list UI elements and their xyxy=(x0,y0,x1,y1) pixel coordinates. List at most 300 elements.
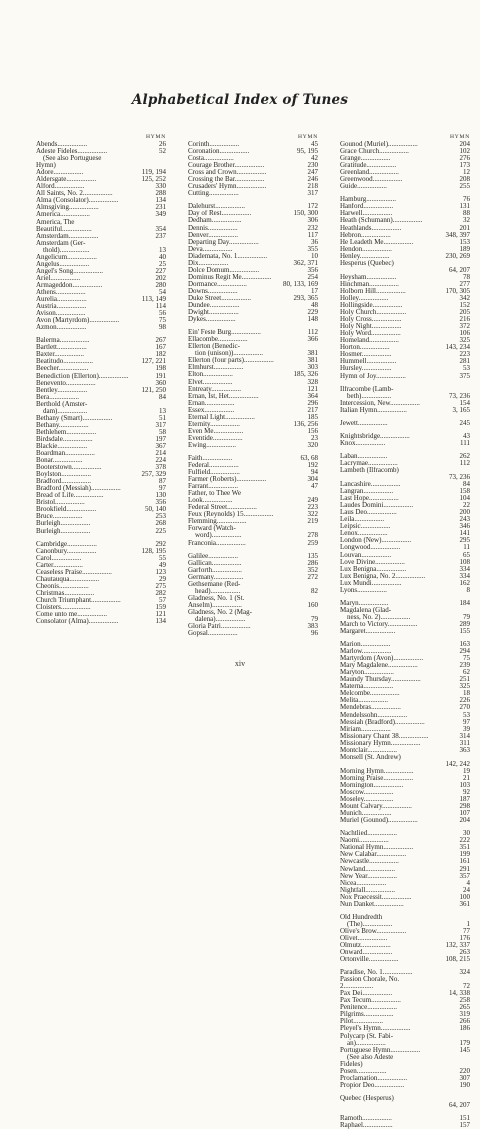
tune-name: Cross and Crown................. xyxy=(188,169,267,177)
index-entry xyxy=(36,422,166,429)
index-entry xyxy=(188,504,318,511)
hymn-number: 272 xyxy=(307,573,318,581)
index-entry xyxy=(340,309,470,316)
index-entry xyxy=(188,225,318,232)
index-entry xyxy=(340,1075,470,1082)
hymn-number: 64, 207 xyxy=(449,1101,470,1109)
index-entry xyxy=(340,726,470,733)
index-entry xyxy=(36,597,166,604)
hymn-number: 51 xyxy=(159,414,166,422)
tune-name: Almsgiving................. xyxy=(36,204,99,212)
index-entry xyxy=(340,754,470,761)
index-entry xyxy=(36,408,166,415)
tune-name: Crossing the Bar................. xyxy=(188,176,265,184)
index-entry xyxy=(36,317,166,324)
hymn-number: 182 xyxy=(155,351,166,359)
index-entry xyxy=(340,302,470,309)
index-entry xyxy=(36,576,166,583)
index-entry xyxy=(36,583,166,590)
tune-name: Leipsic................. xyxy=(340,523,391,531)
tune-name: Come unto me................. xyxy=(36,611,107,619)
hymn-number: 277 xyxy=(459,280,470,288)
tune-name: Dykes................. xyxy=(188,316,236,324)
tune-name: Lambeth (Ilfracomb) xyxy=(340,466,399,474)
page-number: xiv xyxy=(234,659,246,668)
index-entry xyxy=(340,523,470,530)
index-entry xyxy=(36,478,166,485)
index-entry xyxy=(36,358,166,365)
tune-name: (See also Adeste xyxy=(347,1053,394,1061)
hymn-number: 356 xyxy=(307,266,318,274)
hymn-number: 282 xyxy=(155,589,166,597)
tune-name: Brookfield................. xyxy=(36,506,97,514)
hymn-number: 361 xyxy=(459,900,470,908)
tune-name: New Calabar................. xyxy=(340,851,407,859)
hymn-number: 142, 242 xyxy=(445,760,470,768)
tune-name: Old Hundredth xyxy=(340,913,383,921)
hymn-number: 87 xyxy=(159,478,166,486)
tune-name: America, The xyxy=(36,218,75,226)
index-entry xyxy=(188,497,318,504)
hymn-number: 254 xyxy=(307,273,318,281)
index-entry xyxy=(340,648,470,655)
hymn-number: 375 xyxy=(459,372,470,380)
index-entry xyxy=(188,210,318,217)
index-entry xyxy=(340,1047,470,1054)
tune-name: March to Victory................. xyxy=(340,620,418,628)
tune-name: America................. xyxy=(36,211,90,219)
index-entry xyxy=(188,239,318,246)
index-entry xyxy=(36,148,166,155)
hymn-number: 223 xyxy=(307,504,318,512)
index-entry xyxy=(340,683,470,690)
hymn-number: 40 xyxy=(159,253,166,261)
hymn-number: 189 xyxy=(459,245,470,253)
index-entry xyxy=(340,176,470,183)
index-entry xyxy=(340,935,470,942)
tune-name: Gladness, No. 2 (Mag- xyxy=(188,608,252,616)
index-entry xyxy=(340,803,470,810)
tune-name: Entreaty................. xyxy=(188,385,242,393)
index-entry xyxy=(36,471,166,478)
index-entry xyxy=(188,616,318,623)
index-entry xyxy=(36,211,166,218)
hymn-number: 94 xyxy=(311,469,318,477)
tune-name: Aurelia................. xyxy=(36,296,87,304)
hymn-number: 198 xyxy=(155,365,166,373)
index-entry xyxy=(340,1082,470,1089)
tune-name: Aldersgate................. xyxy=(36,176,97,184)
tune-name: Portuguese Hymn................. xyxy=(340,1046,421,1054)
index-entry xyxy=(188,183,318,190)
index-entry xyxy=(36,190,166,197)
tune-name: New Year................. xyxy=(340,872,397,880)
hymn-number: 111 xyxy=(460,439,470,447)
hymn-number: 281 xyxy=(459,358,470,366)
index-entry xyxy=(340,386,470,393)
index-entry xyxy=(188,246,318,253)
hymn-number: 185, 326 xyxy=(293,371,318,379)
tune-name: Missionary Chant 38................. xyxy=(340,732,429,740)
tune-name: Quebec (Hesperus) xyxy=(340,1094,394,1102)
hymn-number: 145 xyxy=(459,1046,470,1054)
index-entry xyxy=(36,506,166,513)
index-entry xyxy=(188,393,318,400)
tune-name: Denver................. xyxy=(188,231,238,239)
index-entry xyxy=(188,203,318,210)
index-entry xyxy=(340,203,470,210)
tune-name: All Saints, No. 2................. xyxy=(36,190,113,198)
tune-name: Hollingside................. xyxy=(340,302,403,310)
index-entry xyxy=(340,621,470,628)
tune-name: head)................. xyxy=(195,587,241,595)
tune-name: Federal Street................. xyxy=(188,504,257,512)
tune-name: Heathlands................. xyxy=(340,224,402,232)
tune-name: thold)................. xyxy=(43,246,90,254)
tune-name: Flemming................. xyxy=(188,518,247,526)
hymn-number: 179 xyxy=(459,1039,470,1047)
hymn-number: 293, 365 xyxy=(293,294,318,302)
index-entry xyxy=(36,162,166,169)
index-entry xyxy=(340,400,470,407)
index-entry xyxy=(36,436,166,443)
tune-name: Amsterdam................. xyxy=(36,232,99,240)
tune-name: Last Hope................. xyxy=(340,495,399,503)
index-entry xyxy=(340,858,470,865)
index-entry xyxy=(340,641,470,648)
index-entry xyxy=(36,337,166,344)
index-entry xyxy=(36,457,166,464)
index-entry xyxy=(36,513,166,520)
hymn-number: 176 xyxy=(459,934,470,942)
index-entry xyxy=(340,373,470,380)
tune-name: Gladness, No. 1 (St. xyxy=(188,594,245,602)
hymn-number: 253 xyxy=(155,513,166,521)
index-entry xyxy=(340,288,470,295)
index-entry xyxy=(188,553,318,560)
index-entry xyxy=(340,337,470,344)
hymn-column-header: HYMN xyxy=(449,134,470,140)
hymn-number: 106 xyxy=(459,330,470,338)
index-entry xyxy=(340,1054,470,1061)
index-entry xyxy=(340,810,470,817)
index-entry xyxy=(340,330,470,337)
index-entry xyxy=(188,476,318,483)
index-entry xyxy=(340,253,470,260)
index-entry xyxy=(36,254,166,261)
index-entry xyxy=(340,196,470,203)
hymn-number: 231 xyxy=(155,204,166,212)
index-entry xyxy=(340,537,470,544)
tune-name: Laus Deo................. xyxy=(340,509,397,517)
index-entry xyxy=(340,1018,470,1025)
index-entry xyxy=(188,623,318,630)
hymn-number: 107 xyxy=(459,810,470,818)
index-entry xyxy=(188,148,318,155)
tune-name: Adeste Fideles................. xyxy=(36,148,108,156)
tune-name: Newland................. xyxy=(340,865,396,873)
hymn-number: 314 xyxy=(459,732,470,740)
hymn-number: 113, 149 xyxy=(141,296,166,304)
tune-name: Duke Street................. xyxy=(188,294,251,302)
tune-name: Bonar................. xyxy=(36,457,83,465)
hymn-number: 303 xyxy=(307,364,318,372)
hymn-number: 232 xyxy=(307,224,318,232)
tune-name: Beecher................. xyxy=(36,365,89,373)
hymn-number: 186 xyxy=(459,1025,470,1033)
index-entry xyxy=(36,528,166,535)
hymn-number: 39 xyxy=(463,725,470,733)
tune-name: Beautiful................. xyxy=(36,225,92,233)
tune-name: Monsell (St. Andrew) xyxy=(340,753,401,761)
tune-name: Elvet................. xyxy=(188,378,233,386)
index-entry xyxy=(36,176,166,183)
hymn-number: 255 xyxy=(459,183,470,191)
hymn-number: 187 xyxy=(459,796,470,804)
index-entry xyxy=(340,851,470,858)
tune-name: Melita................. xyxy=(340,697,389,705)
hymn-number: 155 xyxy=(459,628,470,635)
hymn-number: 23 xyxy=(311,434,318,442)
hymn-number: 317 xyxy=(155,421,166,429)
index-entry xyxy=(340,155,470,162)
index-entry xyxy=(36,562,166,569)
tune-name: Alford................. xyxy=(36,183,85,191)
hymn-number: 224 xyxy=(155,457,166,465)
index-entry xyxy=(340,983,470,990)
tune-name: Balerma................. xyxy=(36,337,90,345)
hymn-number: 84 xyxy=(159,393,166,401)
hymn-number: 226 xyxy=(459,697,470,705)
hymn-number: 127, 221 xyxy=(141,358,166,366)
hymn-number: 364 xyxy=(307,392,318,400)
hymn-number: 92 xyxy=(463,789,470,797)
tune-name: Forward (Watch- xyxy=(188,525,236,533)
index-entry xyxy=(340,225,470,232)
hymn-number: 125, 252 xyxy=(141,176,166,184)
hymn-number: 53 xyxy=(463,365,470,373)
index-entry xyxy=(36,394,166,401)
hymn-number: 128, 195 xyxy=(141,547,166,555)
index-entry xyxy=(188,511,318,518)
index-entry xyxy=(36,555,166,562)
tune-name: beth)................. xyxy=(347,392,392,400)
index-entry xyxy=(188,490,318,497)
tune-name: Austria................. xyxy=(36,303,87,311)
index-entry xyxy=(36,169,166,176)
tune-name: Harwell................. xyxy=(340,210,393,218)
hymn-number: 298 xyxy=(459,803,470,811)
hymn-number: 48 xyxy=(311,302,318,310)
tune-name: Magdalena (Glad- xyxy=(340,606,392,614)
hymn-number: 75 xyxy=(159,317,166,325)
index-entry xyxy=(188,602,318,609)
tune-name: Louvan................. xyxy=(340,551,392,559)
index-entry xyxy=(340,1068,470,1075)
tune-name: Melcombe................. xyxy=(340,690,400,698)
index-entry xyxy=(340,697,470,704)
hymn-number: 220 xyxy=(459,1067,470,1075)
tune-name: Berthold (Amster- xyxy=(36,400,88,408)
index-entry xyxy=(340,1122,470,1129)
tune-name: Mendebras................. xyxy=(340,704,401,712)
hymn-number: 4 xyxy=(466,879,470,887)
index-column-3 xyxy=(340,134,470,1129)
tune-name: Bethlehem................. xyxy=(36,428,97,436)
hymn-number: 13 xyxy=(159,407,166,415)
index-entry xyxy=(340,351,470,358)
hymn-number: 121 xyxy=(307,385,318,393)
index-entry xyxy=(340,866,470,873)
tune-name: Elton................. xyxy=(188,371,233,379)
index-entry xyxy=(340,704,470,711)
tune-name: Hursley................. xyxy=(340,365,392,373)
tune-name: Azmon................. xyxy=(36,324,87,332)
index-entry xyxy=(340,914,470,921)
hymn-number: 62 xyxy=(463,669,470,677)
hymn-number: 88 xyxy=(463,210,470,218)
index-entry xyxy=(188,525,318,532)
tune-name: Holley................. xyxy=(340,294,389,302)
hymn-number: 73, 236 xyxy=(449,392,470,400)
hymn-number: 324 xyxy=(459,969,470,977)
index-entry xyxy=(188,609,318,616)
hymn-number: 214 xyxy=(155,450,166,458)
hymn-number: 225 xyxy=(155,527,166,535)
hymn-number: 73, 236 xyxy=(449,474,470,482)
hymn-number: 42 xyxy=(311,155,318,163)
tune-name: Jewett................. xyxy=(340,419,388,427)
index-entry xyxy=(36,401,166,408)
tune-name: Greenwood................. xyxy=(340,176,403,184)
index-entry xyxy=(36,604,166,611)
hymn-number: 134 xyxy=(155,197,166,205)
index-entry xyxy=(36,268,166,275)
index-entry xyxy=(340,1095,470,1102)
tune-name: Burleigh................. xyxy=(36,527,91,535)
hymn-number: 13 xyxy=(159,246,166,254)
tune-name: Eternity................. xyxy=(188,420,240,428)
tune-name: Alma (Consolator)................. xyxy=(36,197,119,205)
index-entry xyxy=(340,433,470,440)
index-entry xyxy=(340,580,470,587)
tune-name: Eventide................. xyxy=(188,434,243,442)
index-entry xyxy=(188,260,318,267)
tune-name: Consolator (Alma)................. xyxy=(36,618,119,626)
tune-name: Propior Deo................. xyxy=(340,1081,405,1089)
tune-name: tion (unison))................. xyxy=(195,350,264,358)
hymn-number: 136, 256 xyxy=(293,420,318,428)
index-entry xyxy=(36,303,166,310)
index-entry xyxy=(340,775,470,782)
index-entry xyxy=(340,316,470,323)
tune-name: Gethsemane (Red- xyxy=(188,580,241,588)
tune-name: Ein' Feste Burg................. xyxy=(188,329,261,337)
index-entry xyxy=(36,618,166,625)
index-entry xyxy=(188,343,318,350)
tune-name: Hummell................. xyxy=(340,358,397,366)
index-entry xyxy=(340,566,470,573)
index-entry xyxy=(188,371,318,378)
tune-name: Dennis................. xyxy=(188,224,238,232)
tune-name: Armageddon................. xyxy=(36,281,103,289)
tune-name: Deva................. xyxy=(188,245,233,253)
tune-name: Onward................. xyxy=(340,949,393,957)
index-entry xyxy=(188,414,318,421)
index-entry xyxy=(188,302,318,309)
tune-name: Knightsbridge................. xyxy=(340,432,410,440)
tune-name: Marion................. xyxy=(340,641,391,649)
tune-name: Intercession, New................. xyxy=(340,399,420,407)
tune-name: Munich................. xyxy=(340,810,392,818)
index-entry xyxy=(340,740,470,747)
tune-name: Ellerton (Benedic- xyxy=(188,343,240,351)
tune-name: Amsterdam (Ger- xyxy=(36,239,86,247)
hymn-number: 32 xyxy=(463,217,470,225)
tune-name: National Hymn................. xyxy=(340,844,414,852)
tune-name: Fulfield................. xyxy=(188,469,240,477)
tune-name: Montclair................. xyxy=(340,746,397,754)
tune-name: Holy Night................. xyxy=(340,323,402,331)
index-entry xyxy=(340,1025,470,1032)
hymn-number: 351 xyxy=(459,844,470,852)
index-entry xyxy=(340,1102,470,1109)
index-entry xyxy=(36,233,166,240)
tune-name: Proclamation................. xyxy=(340,1074,408,1082)
index-entry xyxy=(340,440,470,447)
tune-name: Margaret................. xyxy=(340,628,396,635)
index-entry xyxy=(36,296,166,303)
hymn-number: 21 xyxy=(463,774,470,782)
tune-name: Farmer (Roberts)................. xyxy=(188,476,267,484)
hymn-column-header: HYMN xyxy=(145,134,166,140)
index-entry xyxy=(340,894,470,901)
tune-name: Newcastle................. xyxy=(340,858,399,866)
hymn-number: 55 xyxy=(159,554,166,562)
index-entry xyxy=(340,789,470,796)
tune-name: Bruce................. xyxy=(36,513,83,521)
hymn-number: 199 xyxy=(459,851,470,859)
hymn-number: 161 xyxy=(459,858,470,866)
index-column-1 xyxy=(36,134,166,625)
hymn-number: 58 xyxy=(159,428,166,436)
hymn-number: 352 xyxy=(307,566,318,574)
index-entry xyxy=(188,217,318,224)
tune-name: Boardman................. xyxy=(36,450,95,458)
index-entry xyxy=(340,976,470,983)
tune-name: Fideles) xyxy=(340,1060,363,1068)
tune-name: Posen................. xyxy=(340,1067,387,1075)
index-entry xyxy=(340,481,470,488)
index-entry xyxy=(188,407,318,414)
tune-name: Bentley................. xyxy=(36,386,88,394)
hymn-number: 123 xyxy=(155,568,166,576)
hymn-number: 97 xyxy=(159,485,166,493)
hymn-number: 117 xyxy=(307,231,318,239)
tune-name: Lancashire................. xyxy=(340,481,401,489)
index-entry xyxy=(188,588,318,595)
hymn-number: 158 xyxy=(459,488,470,496)
index-entry xyxy=(188,428,318,435)
tune-name: Christmas................. xyxy=(36,589,95,597)
index-entry xyxy=(340,344,470,351)
hymn-number: 185 xyxy=(307,413,318,421)
tune-name: Birdsdale................. xyxy=(36,435,93,443)
tune-name: Dalehurst................. xyxy=(188,203,245,211)
tune-name: Bread of Life................. xyxy=(36,492,104,500)
hymn-number: 280 xyxy=(155,281,166,289)
index-entry xyxy=(340,969,470,976)
